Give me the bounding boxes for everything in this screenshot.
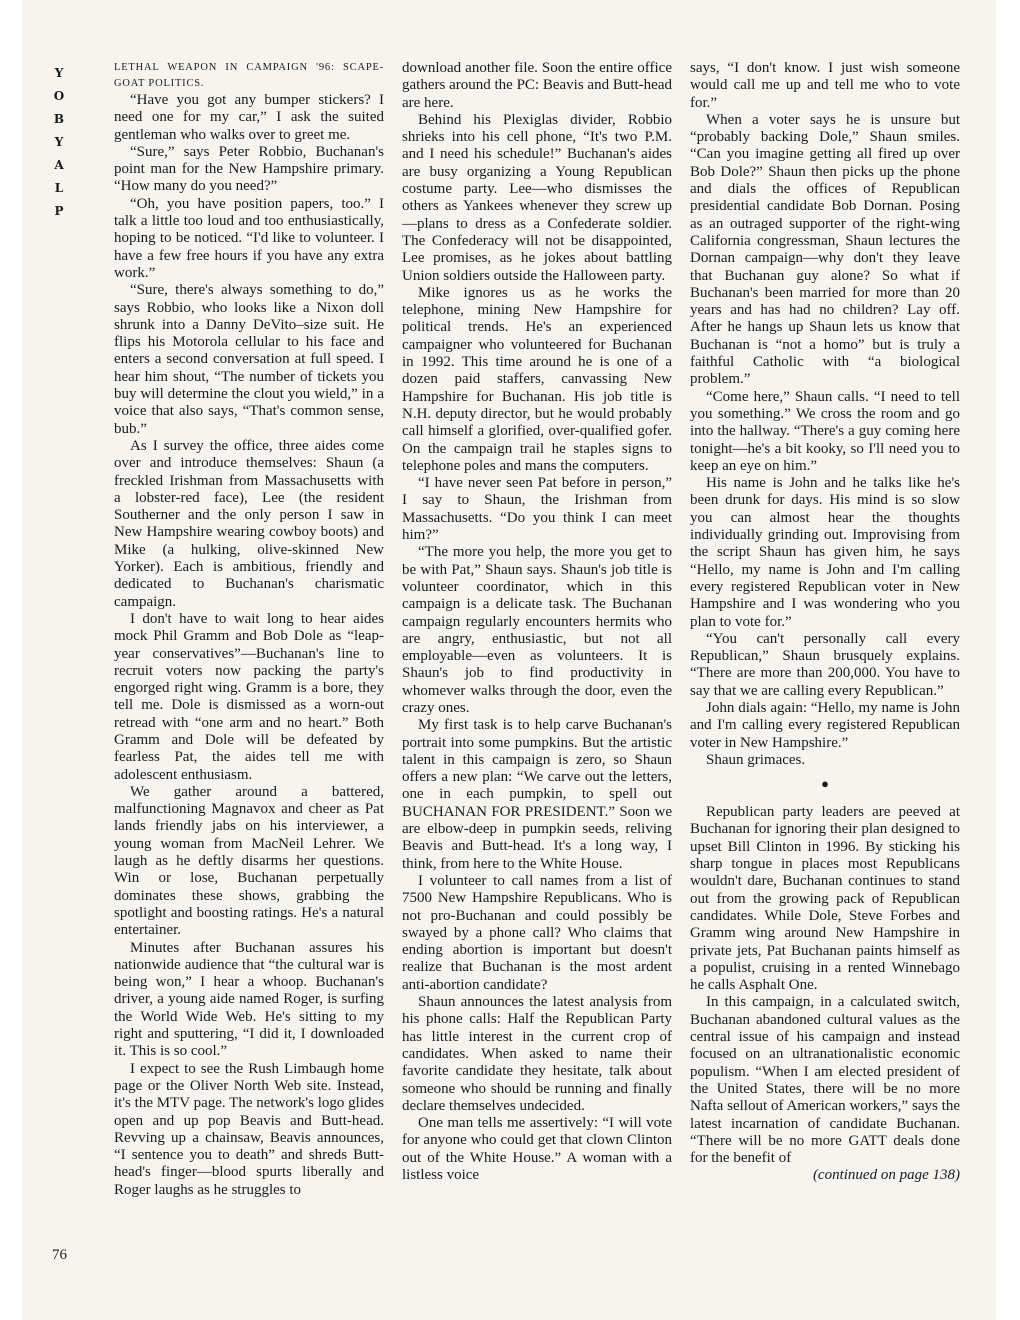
paragraph: John dials again: “Hello, my name is John and I'm calling every registered Republican voter in New Hampshire.” [690,699,960,751]
paragraph: I expect to see the Rush Limbaugh home page or the Oliver North Web site. Instead, it's the MTV page. The network's logo glides open and up pop Beavis and Butt-head. Revving up a chainsaw, Beavis announces, “I sentence you to death” and shreds Butt-head's finger—blood spurts liberally and Roger laughs as he struggles to [114,1060,384,1198]
paragraph: “Have you got any bumper stickers? I need one for my car,” I ask the suited gentleman who walks over to greet me. [114,92,384,143]
continued-line: (continued on page 138) [812,1167,960,1184]
paragraph: “You can't personally call every Republican,” Shaun brusquely explains. “There are more than 200,000. You have to say that we are calling every Republican.” [690,630,960,699]
paragraph: I volunteer to call names from a list of 7500 New Hampshire Republicans. Who is not pro-Buchanan and could possibly be swayed by a phone call? Who claims that ending abortion is important but doesn't realize that Buchanan is the most ardent anti-abortion candidate? [402,872,672,993]
paragraph: When a voter says he is unsure but “probably backing Dole,” Shaun smiles. “Can you imagine getting all fired up over Bob Dole?” Shaun then picks up the phone and dials the offices of Republican presidential candidate Bob Dornan. Posing as an outraged supporter of the right-wing California congressman, Shaun lectures the Dornan campaign—why don't they leave that Buchanan guy alone? So what if Buchanan's been married for more than 20 years and has had no children? Lay off. After he hangs up Shaun lets us know that Buchanan is “not a homo” but is truly a faithful Catholic with “a biological problem.” [690,111,960,388]
paragraph: “Come here,” Shaun calls. “I need to tell you something.” We cross the room and go into the hallway. “There's a guy coming here tonight—he's a bit kooky, so I'll need you to keep an eye on him.” [690,388,960,474]
paragraph: His name is John and he talks like he's been drunk for days. His mind is so slow you can almost hear the thoughts individually grinding out. Improvising from the script Shaun has given him, he says “Hello, my name is John and I'm calling every registered Republican voter in New Hampshire and I was wondering who you plan to vote for.” [690,475,960,630]
paragraph: “Sure,” says Peter Robbio, Buchanan's point man for the New Hampshire primary. “How many do you need?” [114,143,384,195]
paragraph: Shaun grimaces. [706,751,806,768]
magazine-page [22,0,996,1320]
paragraph: “I have never seen Pat before in person,” I say to Shaun, the Irishman from Massachusetts. “Do you think I can meet him?” [402,475,672,544]
paragraph: One man tells me assertively: “I will vote for anyone who could get that clown Clinton out of the White House.” A woman with a listless voice [402,1115,672,1183]
paragraph: I don't have to wait long to hear aides mock Phil Gramm and Bob Dole as “leap-year conservatives”—Buchanan's line to recruit voters now packing the party's engorged right wing. Gramm is a bore, they tell me. Dole is dismissed as a worn-out retread with “one arm and no heart.” Both Gramm and Dole will be defeated by fearless Pat, the aides tell me with adolescent enthusiasm. [114,610,384,783]
paragraph: Republican party leaders are peeved at Buchanan for ignoring their plan designed to upset Bill Clinton in 1996. By sticking his sharp tongue in places most Republicans wouldn't dare, Buchanan continues to stand out from the growing pack of Republican candidates. While Dole, Steve Forbes and Gramm wing around New Hampshire in private jets, Pat Buchanan paints himself as a populist, cruising in a rented Winnebago he calls Asphalt One. [690,804,960,994]
section-kicker: LETHAL WEAPON IN CAMPAIGN '96: SCAPE-GOAT POLITICS. [114,62,384,89]
paragraph: download another file. Soon the entire office gathers around the PC: Beavis and Butt-head are here. [402,60,672,111]
text-column-1 [114,60,384,1199]
section-break-bullet-icon: ● [821,776,829,792]
paragraph: Mike ignores us as he works the telephone, mining New Hampshire for political trends. He's an experienced campaigner who volunteered for Buchanan in 1992. This time around he is one of a dozen paid staffers, canvassing New Hampshire for Buchanan. His job title is N.H. deputy director, but he would probably call himself a glorified, over-qualified gofer. On the campaign trail he staples signs to telephone poles and mans the computers. [402,284,672,474]
paragraph: “The more you help, the more you get to be with Pat,” Shaun says. Shaun's job title is volunteer coordinator, which in this campaign is a delicate task. The Buchanan campaign regularly encounters hermits who are angry, enthusiastic, but not all employable—even as volunteers. It is Shaun's job to find productivity in whomever walks through the door, even the crazy ones. [402,544,672,716]
running-head-letter: A [54,158,64,172]
running-head-letter: Y [54,135,64,149]
running-head-letter: Y [54,66,64,80]
paragraph: Shaun announces the latest analysis from his phone calls: Half the Republican Party has little interest in the current crop of candidates. When asked to name their favorite candidate they hesitate, talk about someone who should be running and finally declare themselves undecided. [402,994,672,1114]
paragraph: We gather around a battered, malfunctioning Magnavox and cheer as Pat lands friendly jabs on his interviewer, a young woman from MacNeil Lehrer. We laugh as he deftly disarms her questions. Win or lose, Buchanan perpetually dominates these shows, grabbing the spotlight and boosting ratings. He's a natural entertainer. [114,783,384,939]
paragraph: Minutes after Buchanan assures his nationwide audience that “the cultural war is being won,” I hear a whoop. Buchanan's driver, a young aide named Roger, is surfing the World Wide Web. He's sitting to my right and sputtering, “I did it, I downloaded it. This is so cool.” [114,939,384,1060]
paragraph: says, “I don't know. I just wish someone would call me up and tell me who to vote for.” [690,60,960,111]
running-head-letter: O [53,89,65,103]
paragraph: In this campaign, in a calculated switch, Buchanan abandoned cultural values as the central issue of his campaign and instead focused on an ultranationalistic economic populism. “When I am elected president of the United States, there will be no more Nafta sellout of American workers,” says the latest incarnation of candidate Buchanan. “There will be no more GATT deals done for the benefit of [690,994,960,1167]
page-number: 76 [52,1247,67,1263]
paragraph: “Sure, there's always something to do,” says Robbio, who looks like a Nixon doll shrunk into a Danny DeVito–size suit. He flips his Motorola cellular to his face and enters a second conversation at full speed. I hear him shout, “The number of tickets you buy will determine the clout you wield,” in a voice that also says, “That's common sense, bub.” [114,282,384,437]
magazine-running-head [51,62,67,223]
paragraph: My first task is to help carve Buchanan's portrait into some pumpkins. But the artistic talent in this campaign is zero, so Shaun offers a new plan: “We carve out the letters, one in each pumpkin, to spell out BUCHANAN FOR PRESIDENT.” Soon we are elbow-deep in pumpkin seeds, reliving Beavis and Butt-head. It's a long way, I think, from here to the White House. [402,717,672,872]
text-column-3 [690,60,960,1185]
text-column-2 [402,60,672,1184]
running-head-letter: P [54,204,64,218]
running-head-letter: B [53,112,65,126]
paragraph: Behind his Plexiglas divider, Robbio shrieks into his cell phone, “It's two P.M. and I need his schedule!” Buchanan's aides are busy organizing a Young Republican costume party. Lee—who dismisses the others as Yankees whenever they screw up—plans to dress as a Confederate soldier. The Confederacy will not be disappointed, Lee promises, as he jokes about battling Union soldiers outside the Halloween party. [402,111,672,284]
paragraph: As I survey the office, three aides come over and introduce themselves: Shaun (a freckled Irishman from Massachusetts with a lobster-red face), Lee (the resident Southerner and the only person I saw in New Hampshire wearing cowboy boots) and Mike (a hulking, olive-skinned New Yorker). Each is ambitious, friendly and dedicated to Buchanan's charismatic campaign. [114,437,384,610]
paragraph: “Oh, you have position papers, too.” I talk a little too loud and too enthusiastically, hoping to be noticed. “I'd like to volunteer. I have a few free hours if you have any extra work.” [114,195,384,281]
running-head-letter: L [54,181,64,195]
